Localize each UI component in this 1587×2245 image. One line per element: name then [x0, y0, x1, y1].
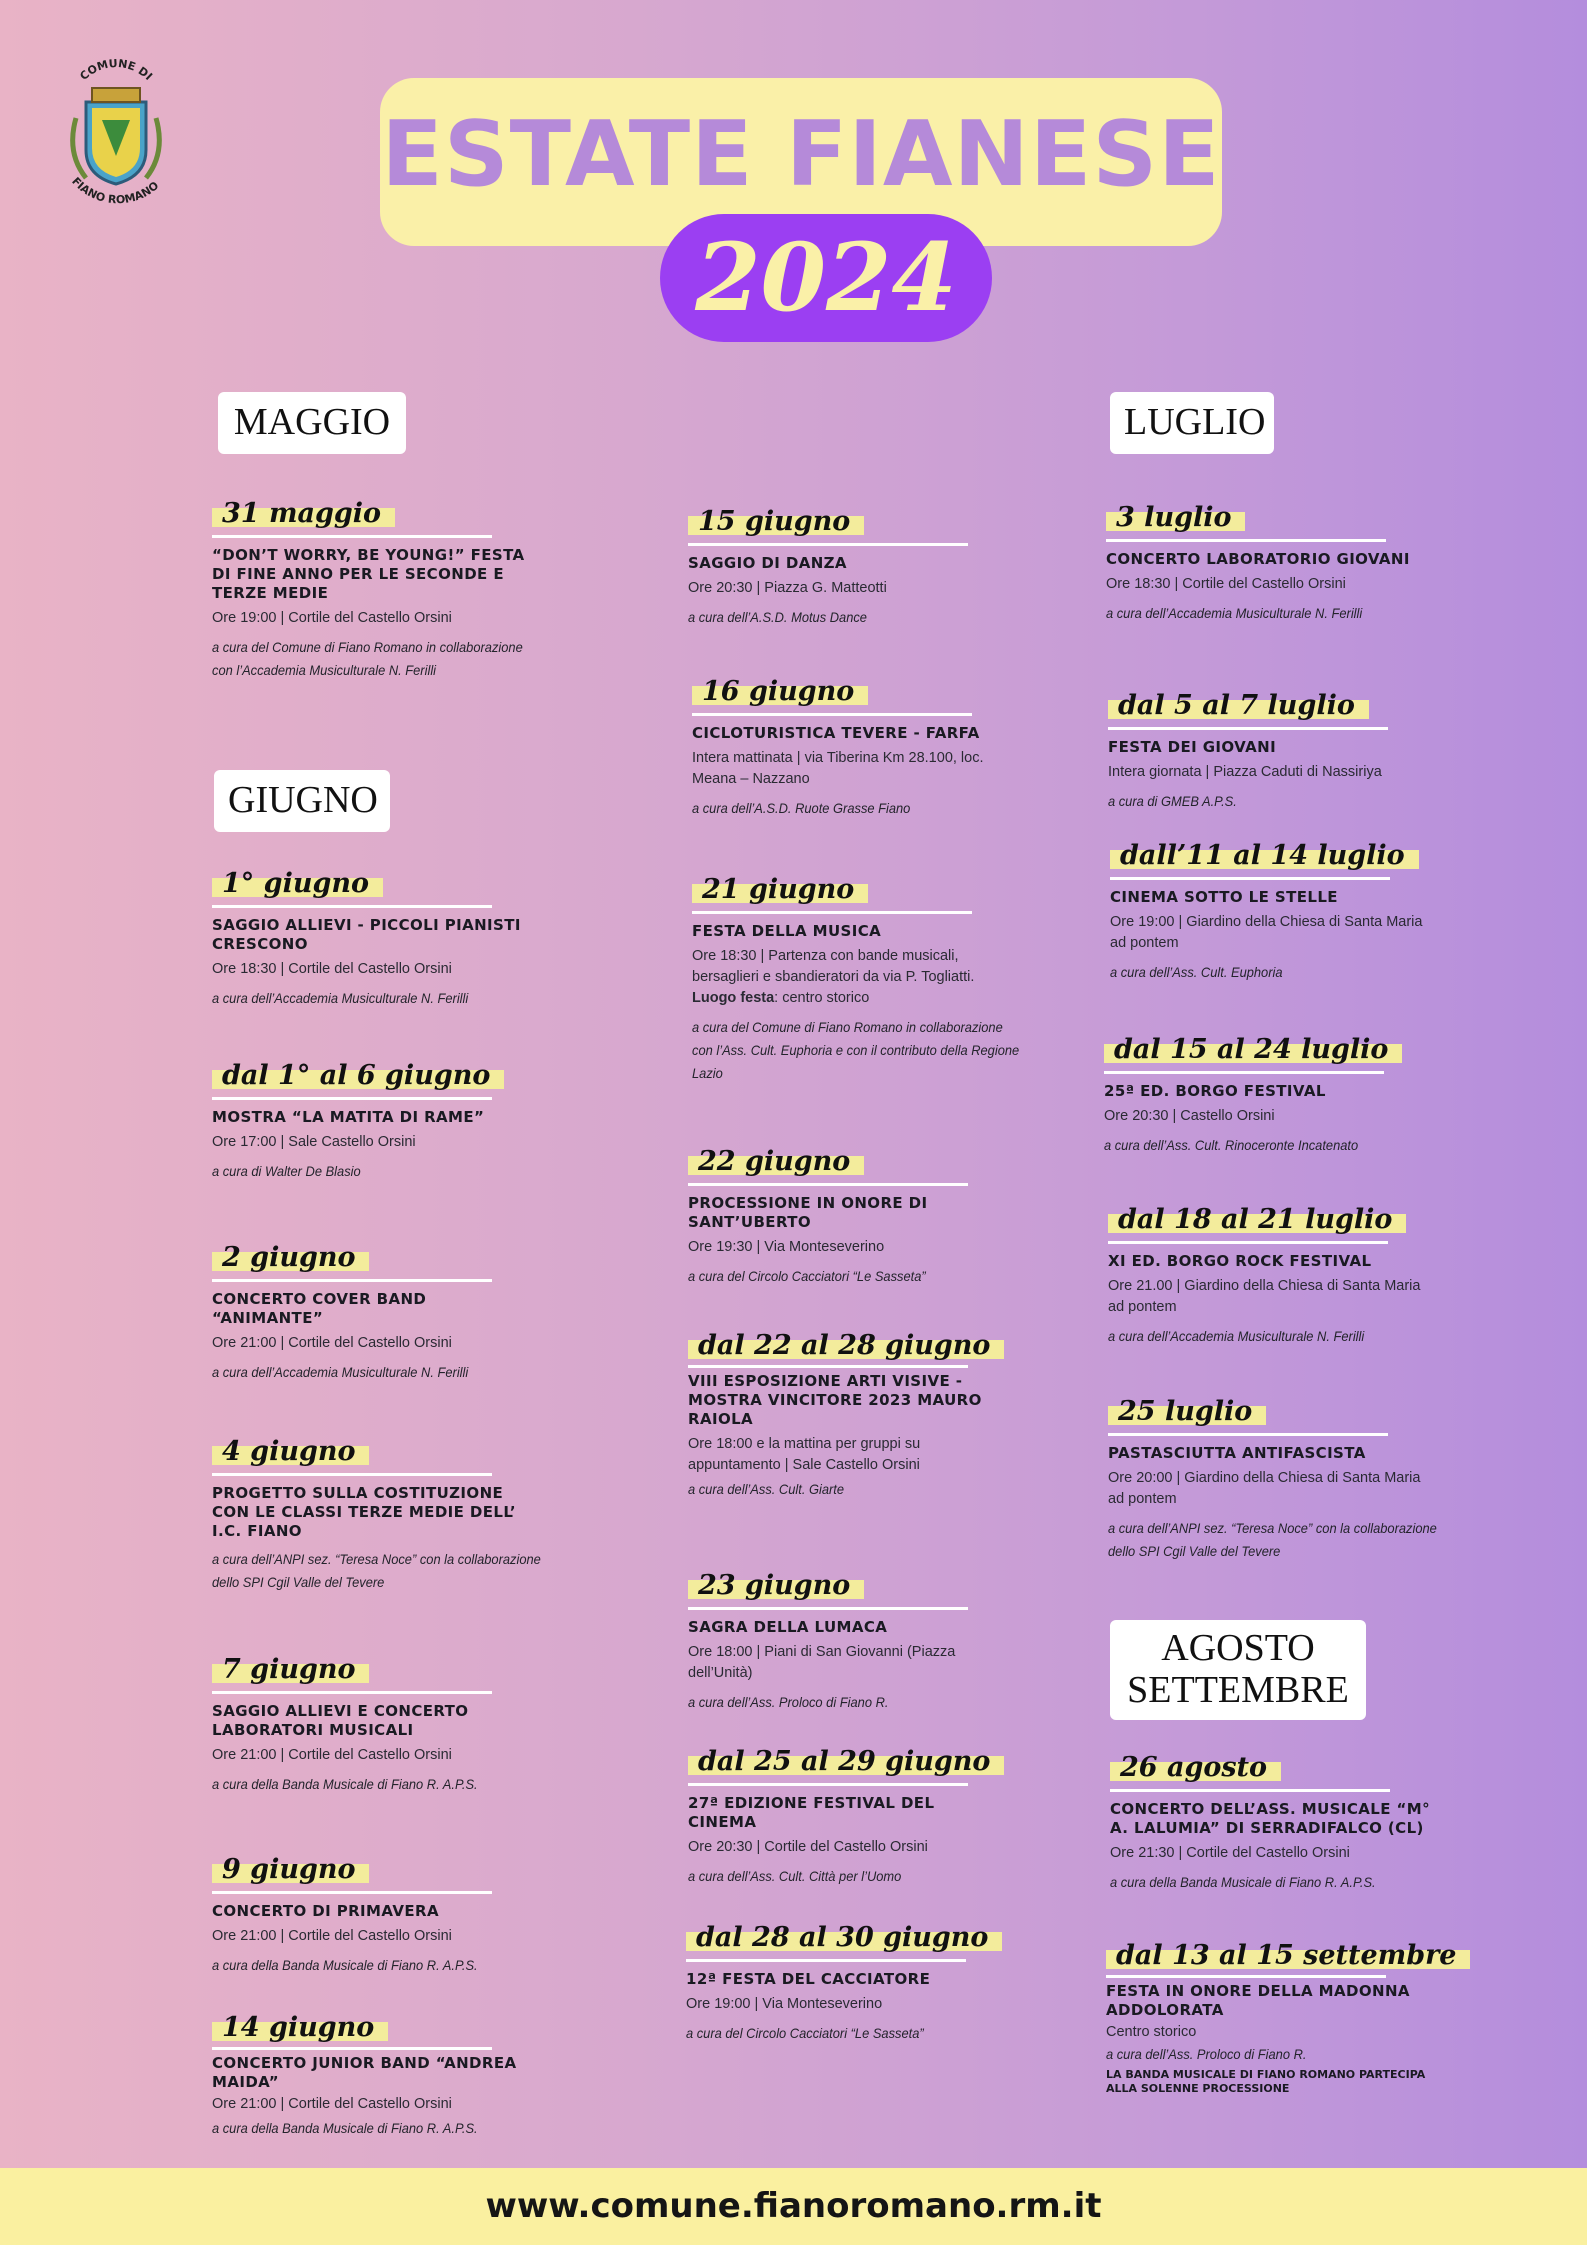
event-date: 7 giugno — [212, 1654, 369, 1687]
event-18-21-luglio — [1108, 1204, 1428, 1348]
event-place — [692, 988, 1012, 1009]
divider — [688, 1783, 968, 1786]
event-date: 23 giugno — [688, 1570, 864, 1603]
divider — [688, 543, 968, 546]
event-organizer: a cura dell’A.S.D. Motus Dance — [688, 609, 867, 625]
event-31-maggio — [212, 498, 532, 682]
event-details: Intera mattinata | via Tiberina Km 28.100, loc. Meana – Nazzano — [692, 750, 984, 787]
event-organizer: a cura del Comune di Fiano Romano in collaborazione con l’Accademia Musiculturale N. Ferilli — [212, 639, 523, 678]
footer-website-link[interactable]: www.comune.fianoromano.rm.it — [0, 2168, 1587, 2245]
divider — [212, 1279, 492, 1282]
event-organizer: a cura della Banda Musicale di Fiano R. A.P.S. — [212, 2120, 478, 2136]
event-organizer: a cura dell’Accademia Musiculturale N. Ferilli — [212, 990, 469, 1006]
event-2-giugno — [212, 1242, 532, 1384]
event-title: VIII ESPOSIZIONE ARTI VISIVE - MOSTRA VINCITORE 2023 MAURO RAIOLA — [688, 1372, 982, 1428]
event-title: 12ª FESTA DEL CACCIATORE — [686, 1970, 931, 1988]
divider — [1110, 1789, 1390, 1792]
event-title: CICLOTURISTICA TEVERE - FARFA — [692, 724, 980, 742]
event-title: “DON’T WORRY, BE YOUNG!” FESTA DI FINE ANNO PER LE SECONDE E TERZE MEDIE — [212, 546, 525, 602]
event-details: Ore 21:00 | Cortile del Castello Orsini — [212, 2096, 452, 2112]
divider — [212, 1891, 492, 1894]
divider — [692, 713, 972, 716]
event-date: 9 giugno — [212, 1854, 369, 1887]
event-3-luglio — [1106, 502, 1426, 625]
event-title: CONCERTO COVER BAND “ANIMANTE” — [212, 1290, 427, 1327]
event-details: Intera giornata | Piazza Caduti di Nassiriya — [1108, 764, 1382, 780]
event-title: XI ED. BORGO ROCK FESTIVAL — [1108, 1252, 1372, 1270]
month-maggio: MAGGIO — [218, 392, 406, 454]
event-date: dal 5 al 7 luglio — [1108, 690, 1369, 723]
divider — [212, 1473, 492, 1476]
event-organizer: a cura del Comune di Fiano Romano in collaborazione con l’Ass. Cult. Euphoria e con il contributo della Regione Lazio — [692, 1019, 1020, 1081]
divider — [688, 1607, 968, 1610]
event-1-6-giugno — [212, 1060, 532, 1183]
event-date: 31 maggio — [212, 498, 395, 531]
event-details: Ore 19:30 | Via Monteseverino — [688, 1239, 885, 1255]
event-date: 21 giugno — [692, 874, 868, 907]
event-organizer: a cura dell’Ass. Proloco di Fiano R. — [1106, 2046, 1307, 2062]
place-label: Luogo festa — [692, 990, 775, 1006]
event-13-15-settembre — [1106, 1940, 1457, 2096]
place-value: : centro storico — [774, 990, 870, 1006]
event-date: 4 giugno — [212, 1436, 369, 1469]
event-25-luglio — [1108, 1396, 1437, 1563]
event-organizer: a cura dell’Ass. Cult. Rinoceronte Incatenato — [1104, 1137, 1359, 1153]
month-agosto: AGOSTO — [1161, 1627, 1315, 1669]
event-date: 3 luglio — [1106, 502, 1245, 535]
year-badge: 2024 — [660, 214, 992, 342]
divider — [212, 905, 492, 908]
divider — [1108, 1241, 1388, 1244]
event-details: Ore 21.00 | Giardino della Chiesa di Santa Maria ad pontem — [1108, 1278, 1421, 1315]
divider — [1110, 877, 1390, 880]
divider — [688, 1365, 968, 1368]
event-organizer: a cura di GMEB A.P.S. — [1108, 793, 1237, 809]
event-details: Ore 18:30 | Cortile del Castello Orsini — [212, 961, 452, 977]
page-title: ESTATE FIANESE — [381, 102, 1221, 207]
event-4-giugno — [212, 1436, 541, 1594]
event-details: Ore 18:30 | Cortile del Castello Orsini — [1106, 576, 1346, 592]
divider — [688, 1183, 968, 1186]
event-organizer: a cura della Banda Musicale di Fiano R. A.P.S. — [212, 1957, 478, 1973]
event-title: SAGGIO ALLIEVI E CONCERTO LABORATORI MUSICALI — [212, 1702, 469, 1739]
event-organizer: a cura del Circolo Cacciatori “Le Sasseta” — [686, 2025, 924, 2041]
month-settembre: SETTEMBRE — [1127, 1668, 1349, 1711]
event-21-giugno — [692, 874, 1020, 1085]
event-organizer: a cura dell’ANPI sez. “Teresa Noce” con la collaborazione dello SPI Cgil Valle del Tevere — [212, 1551, 541, 1590]
divider — [212, 1097, 492, 1100]
event-title: 27ª EDIZIONE FESTIVAL DEL CINEMA — [688, 1794, 935, 1831]
event-details: Ore 20:30 | Castello Orsini — [1104, 1108, 1275, 1124]
divider — [686, 1959, 966, 1962]
event-organizer: a cura della Banda Musicale di Fiano R. A.P.S. — [1110, 1874, 1376, 1890]
event-date: dal 28 al 30 giugno — [686, 1922, 1002, 1955]
event-note: LA BANDA MUSICALE DI FIANO ROMANO PARTECIPA ALLA SOLENNE PROCESSIONE — [1106, 2068, 1426, 2095]
event-organizer: a cura dell’ANPI sez. “Teresa Noce” con la collaborazione dello SPI Cgil Valle del Tevere — [1108, 1520, 1437, 1559]
event-title: FESTA DEI GIOVANI — [1108, 738, 1277, 756]
event-organizer: a cura della Banda Musicale di Fiano R. A.P.S. — [212, 1776, 478, 1792]
event-date: dal 18 al 21 luglio — [1108, 1204, 1406, 1237]
event-11-14-luglio — [1110, 840, 1430, 984]
event-title: SAGGIO ALLIEVI - PICCOLI PIANISTI CRESCONO — [212, 916, 521, 953]
event-details: Ore 19:00 | Cortile del Castello Orsini — [212, 610, 452, 626]
event-title: PROGETTO SULLA COSTITUZIONE CON LE CLASSI TERZE MEDIE DELL’ I.C. FIANO — [212, 1484, 516, 1540]
event-15-giugno — [688, 506, 1008, 629]
event-date: 2 giugno — [212, 1242, 369, 1275]
event-date: 1° giugno — [212, 868, 383, 901]
event-date: 16 giugno — [692, 676, 868, 709]
event-28-30-giugno — [686, 1922, 1006, 2045]
event-title: FESTA IN ONORE DELLA MADONNA ADDOLORATA — [1106, 1982, 1410, 2019]
event-date: 15 giugno — [688, 506, 864, 539]
event-title: CONCERTO JUNIOR BAND “ANDREA MAIDA” — [212, 2054, 517, 2091]
month-agosto-settembre — [1110, 1620, 1366, 1720]
event-title: CONCERTO DI PRIMAVERA — [212, 1902, 439, 1920]
event-details: Ore 19:00 | Giardino della Chiesa di Santa Maria ad pontem — [1110, 914, 1423, 951]
svg-text:COMUNE DI — [77, 58, 154, 83]
event-details: Ore 21:30 | Cortile del Castello Orsini — [1110, 1845, 1350, 1861]
event-date: dal 22 al 28 giugno — [688, 1330, 1004, 1363]
event-organizer: a cura dell’Accademia Musiculturale N. Ferilli — [212, 1364, 469, 1380]
event-details: Ore 21:00 | Cortile del Castello Orsini — [212, 1928, 452, 1944]
logo-text-bottom: FIANO ROMANO — [69, 174, 162, 207]
event-details: Ore 21:00 | Cortile del Castello Orsini — [212, 1747, 452, 1763]
divider — [1106, 1975, 1386, 1978]
event-title: FESTA DELLA MUSICA — [692, 922, 882, 940]
logo-text-top: COMUNE DI — [77, 58, 155, 83]
event-date: 14 giugno — [212, 2012, 388, 2045]
event-organizer: a cura dell’Ass. Cult. Euphoria — [1110, 964, 1283, 980]
month-luglio: LUGLIO — [1110, 392, 1274, 454]
event-date: 26 agosto — [1110, 1752, 1281, 1785]
event-26-agosto — [1110, 1752, 1430, 1894]
event-organizer: a cura del Circolo Cacciatori “Le Sasseta” — [688, 1268, 926, 1284]
event-details: Centro storico — [1106, 2024, 1197, 2040]
event-title: 25ª ED. BORGO FESTIVAL — [1104, 1082, 1326, 1100]
event-title: CONCERTO LABORATORIO GIOVANI — [1106, 550, 1410, 568]
divider — [212, 2047, 492, 2050]
event-details: Ore 19:00 | Via Monteseverino — [686, 1996, 883, 2012]
event-details: Ore 18:00 | Piani di San Giovanni (Piazza dell’Unità) — [688, 1644, 956, 1681]
event-16-giugno — [692, 676, 1012, 820]
event-organizer: a cura dell’Ass. Proloco di Fiano R. — [688, 1694, 889, 1710]
event-date: dall’11 al 14 luglio — [1110, 840, 1419, 873]
event-title: SAGGIO DI DANZA — [688, 554, 847, 572]
event-9-giugno — [212, 1854, 532, 1977]
event-title: SAGRA DELLA LUMACA — [688, 1618, 888, 1636]
comune-crest-logo — [56, 58, 176, 208]
event-14-giugno — [212, 2012, 532, 2140]
event-22-giugno — [688, 1146, 1008, 1288]
event-23-giugno — [688, 1570, 1008, 1714]
event-15-24-luglio — [1104, 1034, 1424, 1157]
event-organizer: a cura dell’Ass. Cult. Città per l’Uomo — [688, 1868, 902, 1884]
event-5-7-luglio — [1108, 690, 1428, 813]
event-date: 22 giugno — [688, 1146, 864, 1179]
event-details: Ore 17:00 | Sale Castello Orsini — [212, 1134, 416, 1150]
event-title: CONCERTO DELL’ASS. MUSICALE “M° A. LALUMIA” DI SERRADIFALCO (CL) — [1110, 1800, 1430, 1837]
event-25-29-giugno — [688, 1746, 1008, 1888]
divider — [692, 911, 972, 914]
event-title: MOSTRA “LA MATITA DI RAME” — [212, 1108, 485, 1126]
event-date: 25 luglio — [1108, 1396, 1266, 1429]
event-title: PASTASCIUTTA ANTIFASCISTA — [1108, 1444, 1366, 1462]
event-22-28-giugno — [688, 1330, 1008, 1501]
divider — [1108, 727, 1388, 730]
divider — [212, 535, 492, 538]
month-giugno: GIUGNO — [214, 770, 390, 832]
event-1-giugno — [212, 868, 532, 1010]
event-title: CINEMA SOTTO LE STELLE — [1110, 888, 1338, 906]
event-date: dal 1° al 6 giugno — [212, 1060, 504, 1093]
divider — [1108, 1433, 1388, 1436]
event-organizer: a cura dell’Ass. Cult. Giarte — [688, 1481, 845, 1497]
divider — [212, 1691, 492, 1694]
event-date: dal 13 al 15 settembre — [1106, 1940, 1470, 1973]
event-details: Ore 20:30 | Cortile del Castello Orsini — [688, 1839, 928, 1855]
event-details: Ore 18:30 | Partenza con bande musicali, bersaglieri e sbandieratori da via P. Togliatti. — [692, 948, 975, 985]
event-date: dal 15 al 24 luglio — [1104, 1034, 1402, 1067]
event-7-giugno — [212, 1654, 532, 1796]
event-details: Ore 20:00 | Giardino della Chiesa di Santa Maria ad pontem — [1108, 1470, 1421, 1507]
event-organizer: a cura dell’A.S.D. Ruote Grasse Fiano — [692, 800, 911, 816]
event-organizer: a cura di Walter De Blasio — [212, 1163, 361, 1179]
event-date: dal 25 al 29 giugno — [688, 1746, 1004, 1779]
event-details: Ore 18:00 e la mattina per gruppi su appuntamento | Sale Castello Orsini — [688, 1436, 921, 1473]
event-organizer: a cura dell’Accademia Musiculturale N. Ferilli — [1108, 1328, 1365, 1344]
event-title: PROCESSIONE IN ONORE DI SANT’UBERTO — [688, 1194, 928, 1231]
divider — [1104, 1071, 1384, 1074]
divider — [1106, 539, 1386, 542]
event-details: Ore 20:30 | Piazza G. Matteotti — [688, 580, 887, 596]
event-details: Ore 21:00 | Cortile del Castello Orsini — [212, 1335, 452, 1351]
event-organizer: a cura dell’Accademia Musiculturale N. Ferilli — [1106, 605, 1363, 621]
